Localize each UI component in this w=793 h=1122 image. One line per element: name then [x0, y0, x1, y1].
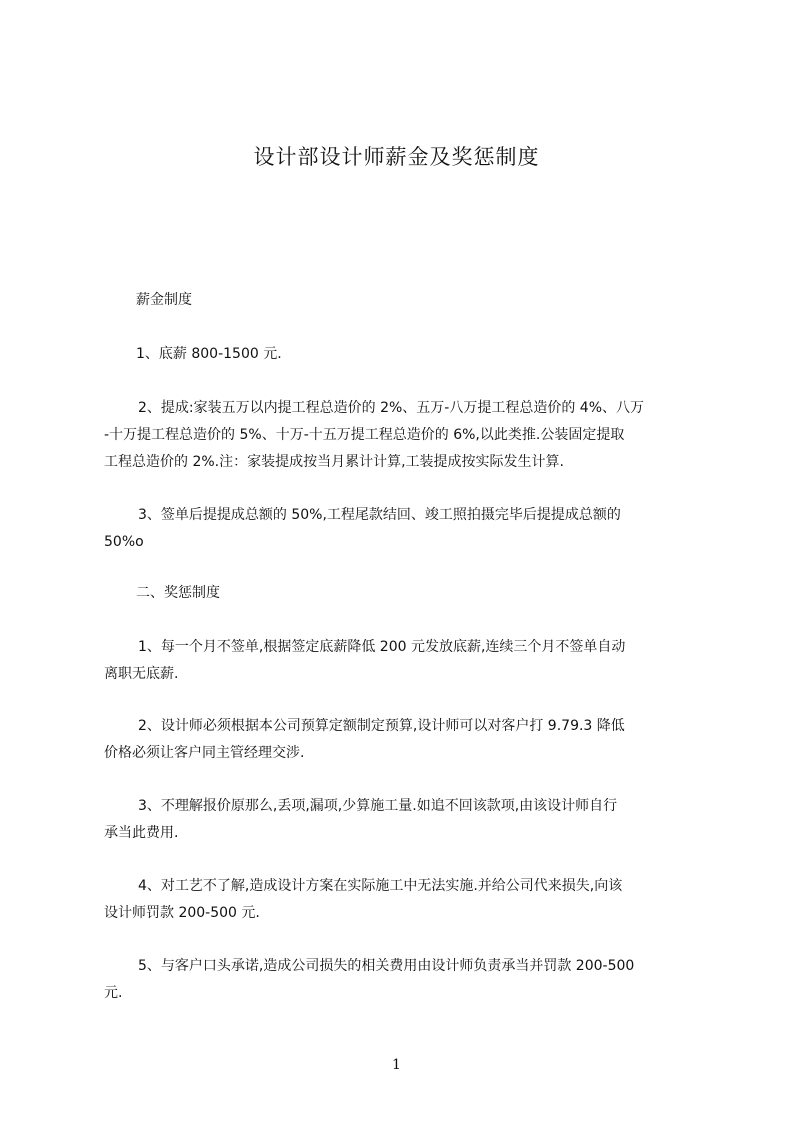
paragraph-line: 设计师罚款 200-500 元.	[104, 905, 260, 921]
section-heading-salary	[104, 287, 704, 314]
paragraph-line: 3、签单后提提成总额的 50%,工程尾款结回、竣工照拍摄完毕后提提成总额的	[138, 507, 621, 523]
page-number: 1	[392, 1057, 401, 1073]
paragraph-line: 1、每一个月不签单,根据签定底薪降低 200 元发放底薪,连续三个月不签单自动	[138, 639, 626, 655]
paragraph-line: 工程总造价的 2%.注：家装提成按当月累计计算,工装提成按实际发生计算.	[104, 454, 565, 470]
paragraph-line: 50%o	[104, 534, 144, 550]
rule-1	[104, 634, 704, 688]
paragraph-line: 离职无底薪.	[104, 666, 179, 682]
rule-5	[104, 953, 704, 1007]
paragraph-base-salary	[104, 341, 704, 368]
rule-3	[104, 793, 704, 847]
paragraph-line: 5、与客户口头承诺,造成公司损失的相关费用由设计师负责承当并罚款 200-500	[138, 958, 635, 974]
paragraph-line: 2、提成:家装五万以内提工程总造价的 2%、五万-八万提工程总造价的 4%、八万	[138, 400, 644, 416]
rule-4	[104, 873, 704, 927]
rule-2	[104, 713, 704, 767]
paragraph-line: 二、奖惩制度	[136, 585, 220, 601]
paragraph-line: -十万提工程总造价的 5%、十万-十五万提工程总造价的 6%,以此类推.公装固定提取	[104, 427, 625, 443]
paragraph-line: 3、不理解报价原那么,丢项,漏项,少算施工量.如追不回该款项,由该设计师自行	[138, 798, 618, 814]
paragraph-commission-payout	[104, 502, 704, 556]
paragraph-line: 承当此费用.	[104, 825, 179, 841]
section-heading-rewards-penalties	[104, 580, 704, 607]
paragraph-line: 薪金制度	[136, 292, 192, 308]
document-title: 设计部设计师薪金及奖惩制度	[253, 145, 540, 169]
paragraph-line: 价格必须让客户同主管经理交涉.	[104, 745, 305, 761]
paragraph-line: 1、底薪 800-1500 元.	[136, 346, 282, 362]
paragraph-line: 元.	[104, 985, 123, 1001]
paragraph-line: 4、对工艺不了解,造成设计方案在实际施工中无法实施.并给公司代来损失,向该	[138, 878, 623, 894]
paragraph-line: 2、设计师必须根据本公司预算定额制定预算,设计师可以对客户打 9.79.3 降低	[138, 718, 625, 734]
paragraph-commission	[104, 395, 704, 476]
